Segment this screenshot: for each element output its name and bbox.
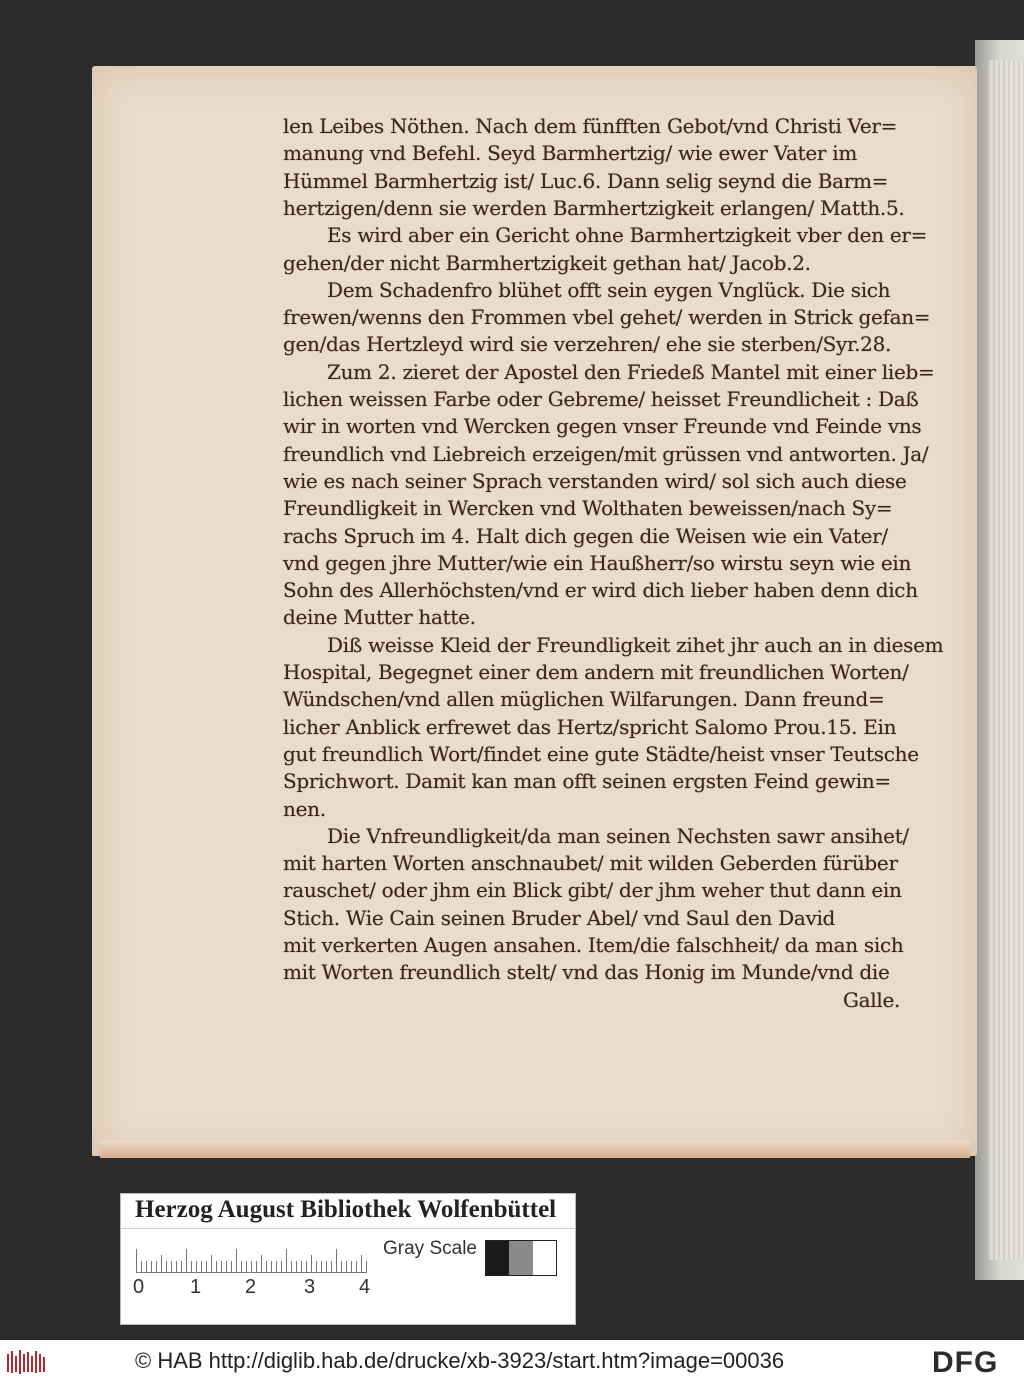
text-line: Stich. Wie Cain seinen Bruder Abel/ vnd Saul den David [283,905,836,930]
text-line: hertzigen/denn sie werden Barmhertzigkeit erlangen/ Matth.5. [283,195,905,220]
text-line: wie es nach seiner Sprach verstanden wird/ sol sich auch diese [283,468,907,493]
ruler-tick [296,1261,297,1273]
text-line: lichen weissen Farbe oder Gebreme/ heisset Freundlicheit : Daß [283,387,919,411]
text-line: gen/das Hertzleyd wird sie verzehren/ ehe sie sterben/Syr.28. [283,332,892,357]
ruler-tick [356,1261,357,1273]
ruler-tick [166,1261,167,1273]
text-line: frewen/wenns den Frommen vbel gehet/ werden in Strick gefan= [283,305,931,330]
ruler-tick [281,1261,282,1273]
copyright-link[interactable]: © HAB http://diglib.hab.de/drucke/xb-3923/start.htm?image=00036 [135,1348,785,1373]
ruler-tick [256,1261,257,1273]
footer-bar [0,1340,1024,1385]
ruler-tick [361,1255,362,1273]
ruler-tick [176,1261,177,1273]
text-line: licher Anblick erfrewet das Hertz/spricht Salomo Prou.15. Ein [283,714,897,739]
text-line: Freundligkeit in Wercken vnd Wolthaten beweissen/nach Sy= [283,496,893,521]
ruler-tick [221,1261,222,1273]
ruler-tick [151,1261,152,1273]
ruler-tick [291,1261,292,1273]
ruler-number-2: 2 [245,1276,257,1298]
text-line: deine Mutter hatte. [283,605,476,630]
ruler-tick [246,1261,247,1273]
hab-logo-icon [6,1348,46,1376]
ruler-number-4: 4 [359,1276,371,1298]
text-line: Hümmel Barmhertzig ist/ Luc.6. Dann selig seynd die Barm= [283,168,889,193]
ruler-tick [306,1261,307,1273]
ruler-tick [191,1261,192,1273]
ruler-tick [201,1261,202,1273]
ruler-tick [241,1261,242,1273]
ruler-tick [161,1255,162,1273]
ruler-tick [171,1261,172,1273]
ruler-tick [286,1249,287,1273]
ruler-tick [266,1261,267,1273]
gray-scale-swatches [485,1240,557,1276]
ruler-tick [216,1261,217,1273]
ruler-tick [346,1261,347,1273]
ruler-tick [146,1261,147,1273]
text-line: manung vnd Befehl. Seyd Barmhertzig/ wie ewer Vater im [283,141,857,166]
text-line: Dem Schadenfro blühet offt sein eygen Vnglück. Die sich [327,277,891,302]
ruler-tick [341,1261,342,1273]
ruler-tick [226,1261,227,1273]
ruler-tick [186,1249,187,1273]
page-text [283,108,944,1028]
ruler [136,1238,366,1274]
text-line: Zum 2. zieret der Apostel den Friedeß Mantel mit einer lieb= [327,359,935,384]
text-line: gut freundlich Wort/findet eine gute Städte/heist vnser Teutsche [283,741,919,766]
text-line: wir in worten vnd Wercken gegen vnser Freunde vnd Feinde vns [283,414,922,439]
text-line: Diß weisse Kleid der Freundligkeit zihet jhr auch an in diesem [327,632,944,657]
ruler-tick [236,1249,237,1273]
text-line: rauschet/ oder jhm ein Blick gibt/ der jhm weher thut dann ein [283,878,902,903]
ruler-number-1: 1 [190,1276,202,1298]
text-line: Sohn des Allerhöchsten/vnd er wird dich lieber haben denn dich [283,578,918,603]
ruler-tick [351,1261,352,1273]
swatch-mid [509,1241,532,1275]
text-line: mit Worten freundlich stelt/ vnd das Honig im Munde/vnd die [283,960,890,985]
swatch-light [533,1241,556,1275]
text-line: Sprichwort. Damit kan man offt seinen ergsten Feind gewin= [283,769,891,794]
text-line: Wündschen/vnd allen müglichen Wilfarungen. Dann freund= [283,687,885,712]
text-line: gehen/der nicht Barmhertzigkeit gethan hat/ Jacob.2. [283,250,811,275]
ruler-tick [336,1249,337,1273]
ruler-tick [136,1249,137,1273]
ruler-tick [331,1261,332,1273]
library-name: Herzog August Bibliothek Wolfenbüttel [135,1196,557,1223]
swatch-dark [486,1241,509,1275]
ruler-tick [206,1261,207,1273]
ruler-tick [251,1261,252,1273]
text-line: Die Vnfreundligkeit/da man seinen Nechsten sawr ansihet/ [327,823,909,848]
ruler-tick [231,1261,232,1273]
text-line: nen. [283,796,326,821]
ruler-number-3: 3 [304,1276,316,1298]
text-line: Galle. [843,987,901,1012]
ruler-tick [276,1261,277,1273]
ruler-tick [156,1261,157,1273]
text-line: freundlich vnd Liebreich erzeigen/mit grüssen vnd antworten. Ja/ [283,441,929,466]
text-line: vnd gegen jhre Mutter/wie ein Haußherr/so wirstu seyn wie ein [283,550,912,575]
page-edge-bottom [100,1140,970,1158]
ruler-tick [321,1261,322,1273]
text-line: len Leibes Nöthen. Nach dem fünfften Gebot/vnd Christi Ver= [283,114,898,138]
ruler-tick [316,1261,317,1273]
dfg-logo: DFG [932,1346,999,1379]
card-divider [121,1228,575,1229]
text-line: mit verkerten Augen ansahen. Item/die falschheit/ da man sich [283,933,904,957]
ruler-tick [301,1261,302,1273]
ruler-tick [211,1255,212,1273]
ruler-tick [366,1261,367,1273]
ruler-tick [261,1255,262,1273]
ruler-number-0: 0 [133,1276,145,1298]
text-line: Hospital, Begegnet einer dem andern mit freundlichen Worten/ [283,660,909,684]
text-line: rachs Spruch im 4. Halt dich gegen die Weisen wie ein Vater/ [283,523,888,548]
ruler-tick [271,1261,272,1273]
color-scale-card [120,1193,576,1325]
ruler-tick [141,1261,142,1273]
facing-page-edge [988,60,1024,1260]
ruler-tick [311,1255,312,1273]
ruler-tick [326,1261,327,1273]
ruler-tick [181,1261,182,1273]
gray-scale-label: Gray Scale [383,1238,477,1259]
text-line: Es wird aber ein Gericht ohne Barmhertzigkeit vber den er= [327,223,928,248]
ruler-tick [196,1261,197,1273]
text-line: mit harten Worten anschnaubet/ mit wilden Geberden fürüber [283,851,898,876]
